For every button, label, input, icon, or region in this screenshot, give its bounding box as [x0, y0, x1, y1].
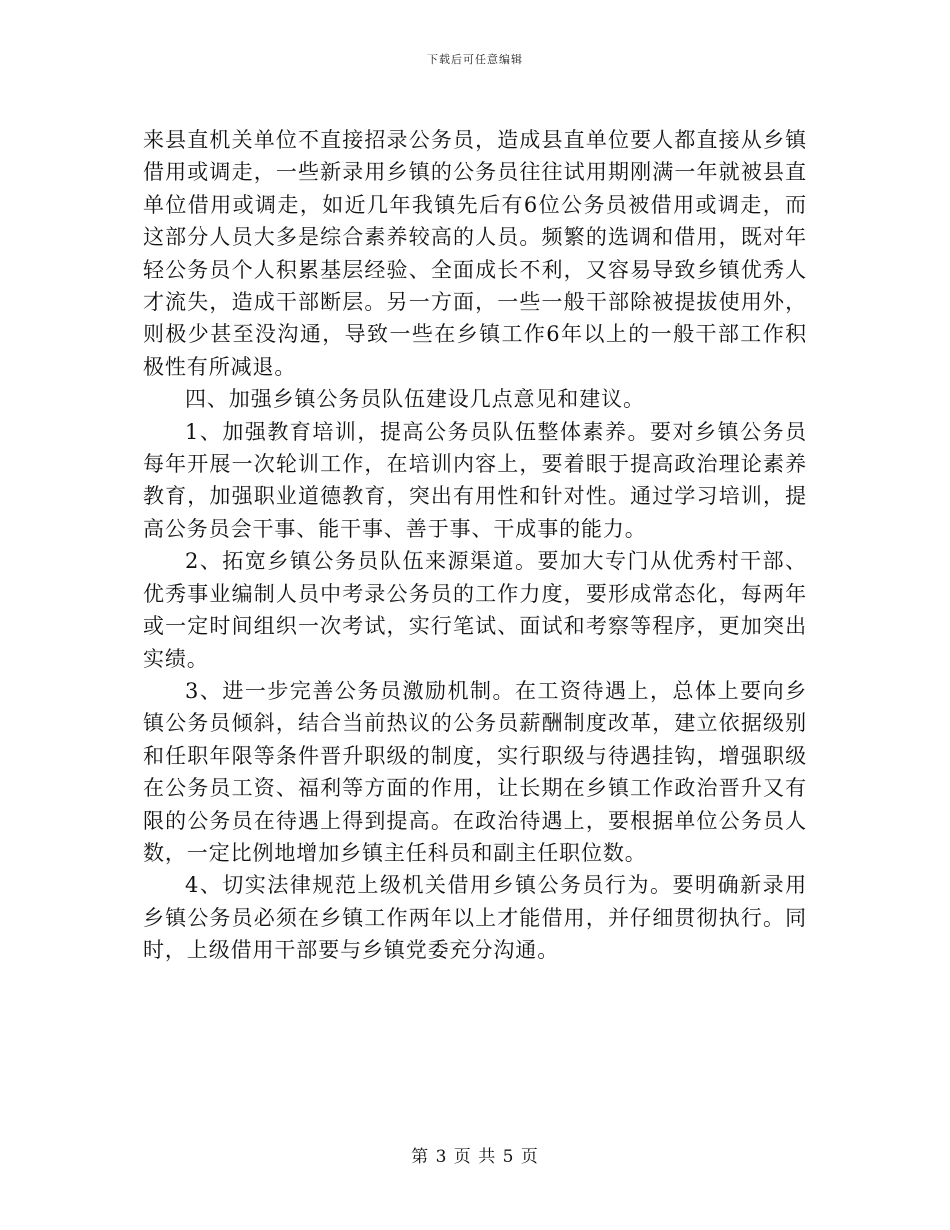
- document-body: [143, 124, 807, 967]
- paragraph-continuation: 来县直机关单位不直接招录公务员，造成县直单位要人都直接从乡镇借用或调走，一些新录用乡镇的公务员往往试用期刚满一年就被县直单位借用或调走，如近几年我镇先后有6位公务员被借用或调走，而这部分人员大多是综合素养较高的人员。频繁的选调和借用，既对年轻公务员个人积累基层经验、全面成长不利，又容易导致乡镇优秀人才流失，造成干部断层。另一方面，一些一般干部除被提拔使用外，则极少甚至没沟通，导致一些在乡镇工作6年以上的一般干部工作积极性有所减退。: [143, 128, 807, 379]
- paragraph-item-4: 4、切实法律规范上级机关借用乡镇公务员行为。要明确新录用乡镇公务员必须在乡镇工作两年以上才能借用，并仔细贯彻执行。同时，上级借用干部要与乡镇党委充分沟通。: [143, 873, 807, 963]
- page-header: 下载后可任意编辑: [427, 53, 523, 66]
- page-number-footer: 第 3 页 共 5 页: [411, 1147, 539, 1167]
- section-heading: 四、加强乡镇公务员队伍建设几点意见和建议。: [185, 387, 645, 412]
- paragraph-item-3: 3、进一步完善公务员激励机制。在工资待遇上，总体上要向乡镇公务员倾斜，结合当前热议的公务员薪酬制度改革，建立依据级别和任职年限等条件晋升职级的制度，实行职级与待遇挂钩，增强职级在公务员工资、福利等方面的作用，让长期在乡镇工作政治晋升又有限的公务员在待遇上得到提高。在政治待遇上，要根据单位公务员人数，一定比例地增加乡镇主任科员和副主任职位数。: [143, 678, 807, 865]
- paragraph-item-2: 2、拓宽乡镇公务员队伍来源渠道。要加大专门从优秀村干部、优秀事业编制人员中考录公务员的工作力度，要形成常态化，每两年或一定时间组织一次考试，实行笔试、面试和考察等程序，更加突出实绩。: [143, 549, 807, 671]
- paragraph-item-1: 1、加强教育培训，提高公务员队伍整体素养。要对乡镇公务员每年开展一次轮训工作，在培训内容上，要着眼于提高政治理论素养教育，加强职业道德教育，突出有用性和针对性。通过学习培训，提高公务员会干事、能干事、善于事、干成事的能力。: [143, 419, 807, 541]
